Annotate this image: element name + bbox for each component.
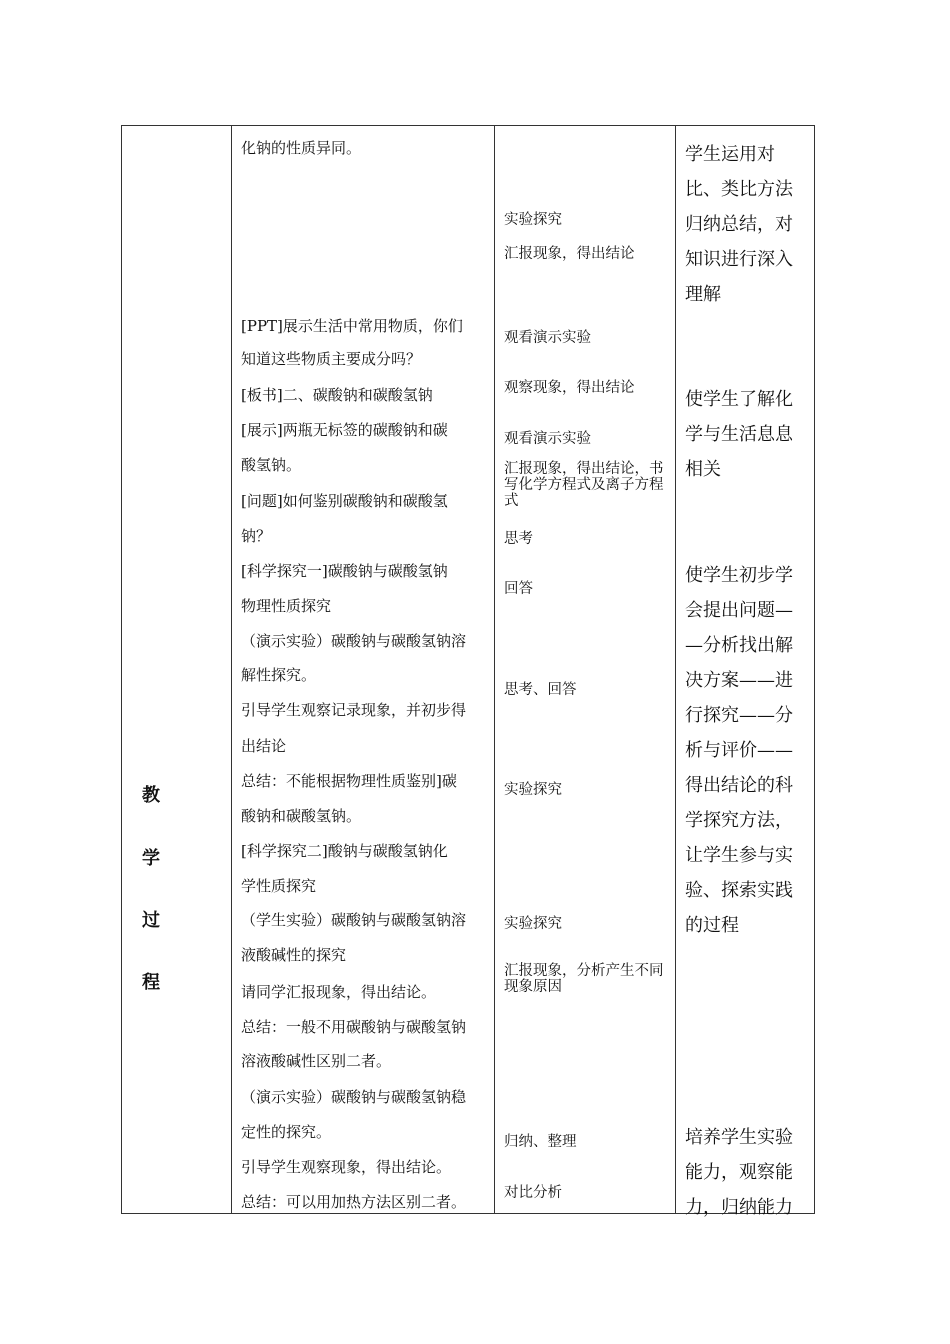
student-line: 观看演示实验 [504,330,591,346]
teacher-line: [PPT]展示生活中常用物质，你们 [241,317,463,335]
intent-line: 使学生初步学 [685,565,793,586]
intent-line: 析与评价—— [685,740,793,761]
teacher-line: 物理性质探究 [241,597,332,615]
student-line: 观看演示实验 [504,431,591,447]
teacher-line: 总结：不能根据物理性质鉴别]碳 [241,772,457,790]
intent-line: 得出结论的科 [685,775,793,796]
lesson-plan-table [121,125,815,1218]
intent-line: 的过程 [685,915,739,936]
teacher-line: 钠？ [241,527,272,545]
teacher-line: 学性质探究 [241,877,317,895]
student-line: 汇报现象，得出结论 [504,246,635,262]
intent-line: 让学生参与实 [685,845,793,866]
intent-line: 理解 [685,284,721,305]
intent-line: 相关 [685,459,721,480]
student-line: 观察现象，得出结论 [504,380,635,396]
student-line: 实验探究 [504,916,562,932]
intent-line: 决方案——进 [685,670,793,691]
student-line: 回答 [504,581,533,597]
teacher-line: 定性的探究。 [241,1123,332,1141]
section-label-char: 程 [142,972,160,993]
teacher-line: 溶液酸碱性区别二者。 [241,1052,392,1070]
intent-line: 培养学生实验 [685,1127,793,1148]
intent-line: 能力，观察能 [685,1162,793,1183]
intent-line: 比、类比方法 [685,179,793,200]
teacher-line: 引导学生观察记录现象，并初步得 [241,701,467,719]
student-line: 归纳、整理 [504,1134,577,1150]
teacher-line: 解性探究。 [241,666,317,684]
teacher-line: （学生实验）碳酸钠与碳酸氢钠溶 [241,911,467,929]
teacher-line: 知道这些物质主要成分吗？ [241,350,422,368]
student-line: 思考 [504,531,533,547]
student-line: 对比分析 [504,1185,562,1201]
student-line: 汇报现象，得出结论，书写化学方程式及离子方程式 [504,461,664,509]
student-line: 实验探究 [504,782,562,798]
student-line: 实验探究 [504,212,562,228]
teacher-line: 化钠的性质异同。 [241,139,362,157]
teacher-line: （演示实验）碳酸钠与碳酸氢钠溶 [241,632,467,650]
teacher-line: 引导学生观察现象，得出结论。 [241,1158,452,1176]
intent-line: 学与生活息息 [685,424,793,445]
intent-line: 会提出问题— [685,600,793,621]
teacher-line: 酸氢钠。 [241,456,302,474]
intent-line: 学探究方法， [685,810,793,831]
section-label-char: 学 [142,848,160,869]
teacher-line: [科学探究二]酸钠与碳酸氢钠化 [241,842,448,860]
teacher-line: [板书]二、碳酸钠和碳酸氢钠 [241,386,433,404]
teacher-line: 酸钠和碳酸氢钠。 [241,807,362,825]
intent-line: 学生运用对 [685,144,775,165]
teacher-line: 请同学汇报现象，得出结论。 [241,983,437,1001]
intent-line: —分析找出解 [685,635,793,656]
intent-line: 归纳总结，对 [685,214,793,235]
teacher-line: 液酸碱性的探究 [241,946,347,964]
intent-line: 行探究——分 [685,705,793,726]
design-intent-column [122,126,814,1218]
teacher-line: [科学探究一]碳酸钠与碳酸氢钠 [241,562,448,580]
teacher-line: [问题]如何鉴别碳酸钠和碳酸氢 [241,492,448,510]
intent-line: 知识进行深入 [685,249,793,270]
student-line: 思考、回答 [504,682,577,698]
teacher-line: 总结：一般不用碳酸钠与碳酸氢钠 [241,1018,467,1036]
teacher-line: （演示实验）碳酸钠与碳酸氢钠稳 [241,1088,467,1106]
teacher-line: 总结：可以用加热方法区别二者。 [241,1193,467,1211]
intent-line: 力，归纳能力 [685,1197,793,1218]
section-label-char: 过 [142,910,160,931]
teacher-line: 出结论 [241,737,287,755]
intent-line: 使学生了解化 [685,389,793,410]
student-line: 汇报现象，分析产生不同现象原因 [504,963,664,995]
intent-line: 验、探索实践 [685,880,793,901]
section-label-char: 教 [142,785,160,806]
teacher-line: [展示]两瓶无标签的碳酸钠和碳 [241,421,448,439]
